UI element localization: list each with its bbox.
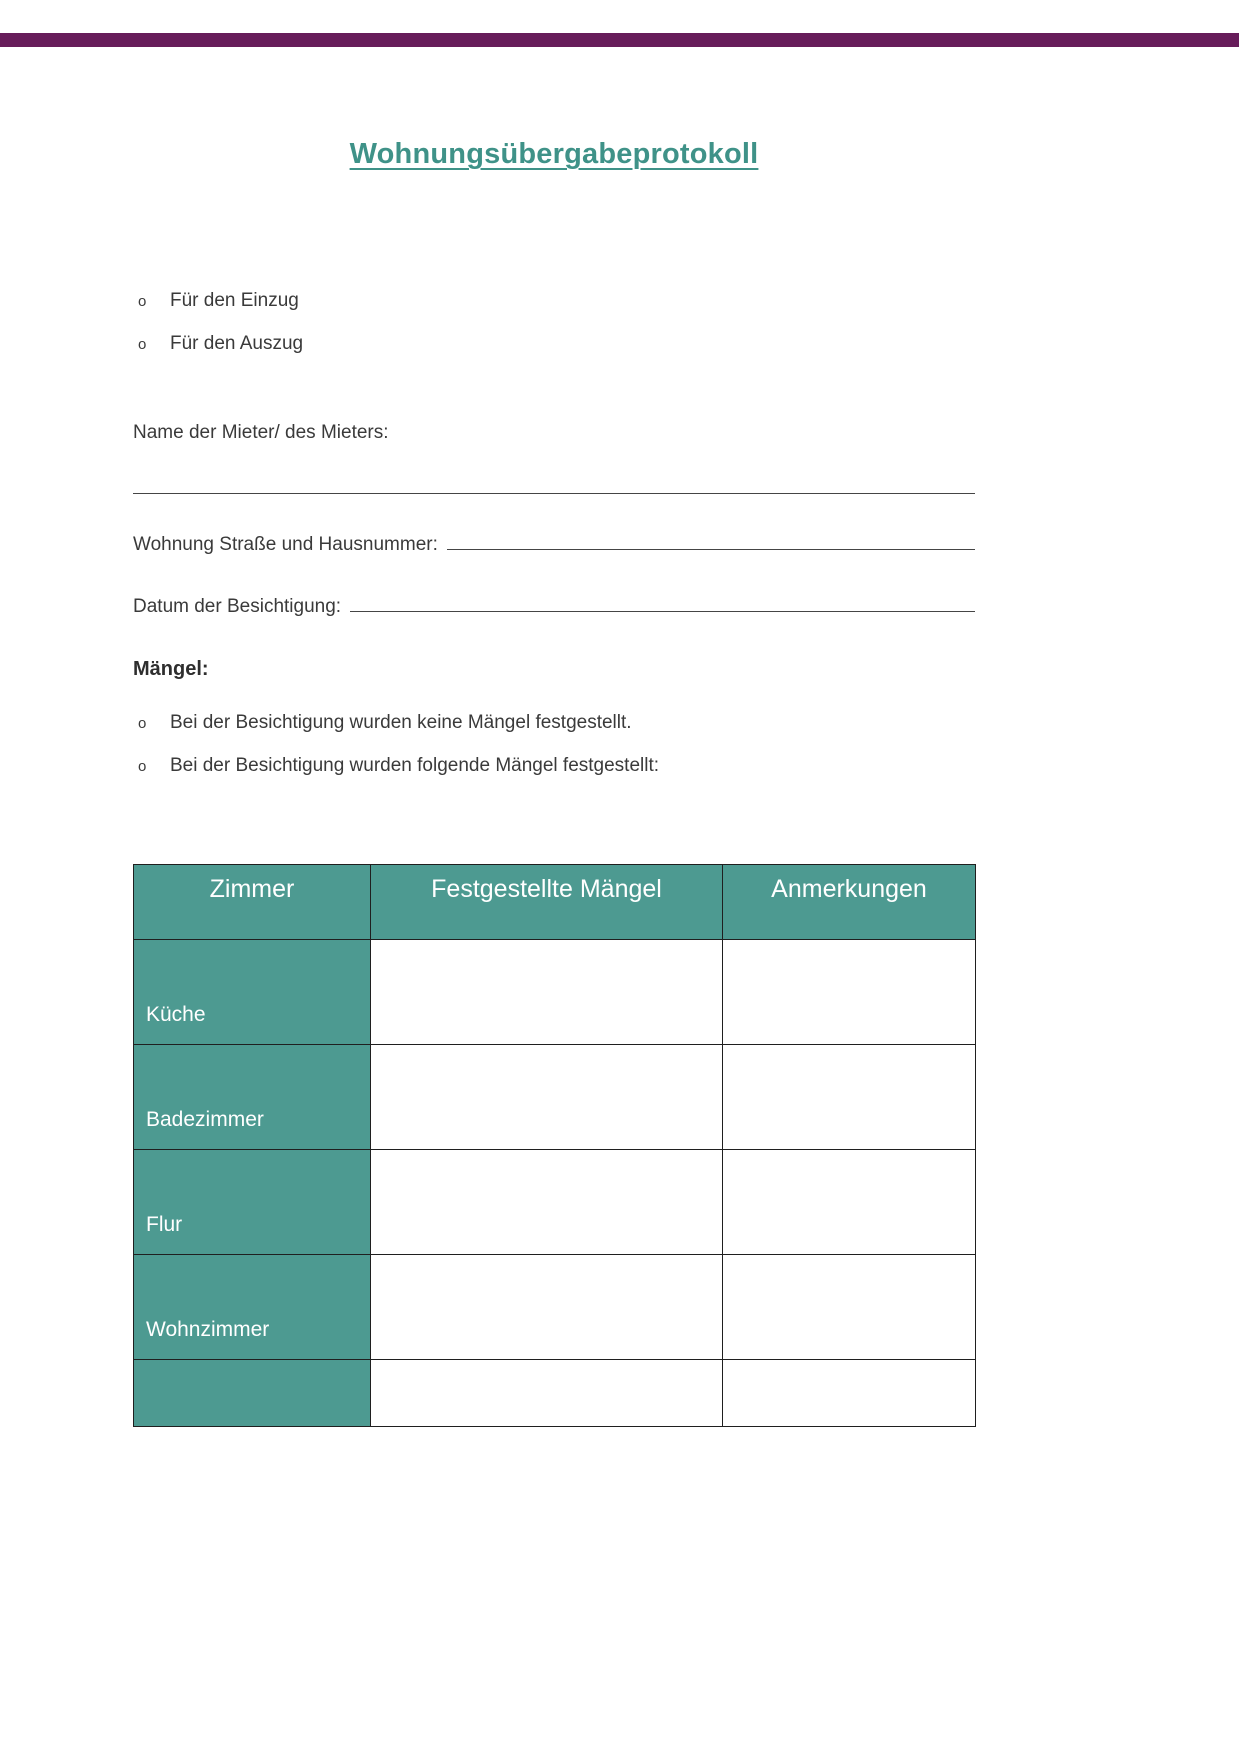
einzug-auszug-options	[133, 289, 975, 356]
cell-zimmer-label: Flur	[134, 1150, 371, 1255]
field-datum	[133, 594, 975, 618]
cell-zimmer-label: Küche	[134, 940, 371, 1045]
cell-anmerkungen-blank	[723, 940, 976, 1045]
cell-maengel-blank	[371, 1255, 723, 1360]
field-datum-label: Datum der Besichtigung:	[133, 596, 342, 617]
page-title: Wohnungsübergabeprotokoll	[349, 138, 759, 170]
cell-anmerkungen-blank	[723, 1360, 976, 1427]
bullet-circle-icon: o	[138, 715, 147, 732]
field-mieter-name-line	[133, 476, 975, 494]
bullet-circle-icon: o	[138, 293, 147, 310]
option-auszug	[133, 332, 975, 356]
field-mieter-name-label: Name der Mieter/ des Mieters:	[133, 422, 389, 443]
field-mieter-name	[133, 422, 975, 494]
bullet-circle-icon: o	[138, 336, 147, 353]
field-adresse-label: Wohnung Straße und Hausnummer:	[133, 534, 438, 555]
column-header-zimmer: Zimmer	[134, 865, 371, 940]
table-row-badezimmer	[134, 1045, 976, 1150]
cell-zimmer-label	[134, 1360, 371, 1427]
bullet-circle-icon: o	[138, 758, 147, 775]
table-row-kueche	[134, 940, 976, 1045]
cell-anmerkungen-blank	[723, 1150, 976, 1255]
option-einzug	[133, 289, 975, 313]
table-row-flur	[134, 1150, 976, 1255]
maengel-heading: Mängel:	[133, 658, 209, 680]
column-header-anmerkungen: Anmerkungen	[723, 865, 976, 940]
field-adresse	[133, 532, 975, 556]
cell-maengel-blank	[371, 940, 723, 1045]
cell-maengel-blank	[371, 1150, 723, 1255]
table-row-wohnzimmer	[134, 1255, 976, 1360]
cell-maengel-blank	[371, 1360, 723, 1427]
maengel-table	[133, 864, 976, 1427]
field-adresse-line	[447, 532, 975, 550]
option-keine-maengel-label: Bei der Besichtigung wurden keine Mängel festgestellt.	[170, 712, 632, 733]
table-row-empty	[134, 1360, 976, 1427]
cell-anmerkungen-blank	[723, 1045, 976, 1150]
option-folgende-maengel-label: Bei der Besichtigung wurden folgende Mängel festgestellt:	[170, 755, 660, 776]
cell-anmerkungen-blank	[723, 1255, 976, 1360]
cell-zimmer-label: Wohnzimmer	[134, 1255, 371, 1360]
document-page	[133, 0, 975, 1427]
option-auszug-label: Für den Auszug	[170, 333, 304, 354]
cell-maengel-blank	[371, 1045, 723, 1150]
option-folgende-maengel	[133, 754, 975, 778]
option-einzug-label: Für den Einzug	[170, 290, 299, 311]
option-keine-maengel	[133, 711, 975, 735]
cell-zimmer-label: Badezimmer	[134, 1045, 371, 1150]
column-header-festgestellte-maengel: Festgestellte Mängel	[371, 865, 723, 940]
field-datum-line	[350, 594, 975, 612]
maengel-options	[133, 711, 975, 778]
table-header-row	[134, 865, 976, 940]
